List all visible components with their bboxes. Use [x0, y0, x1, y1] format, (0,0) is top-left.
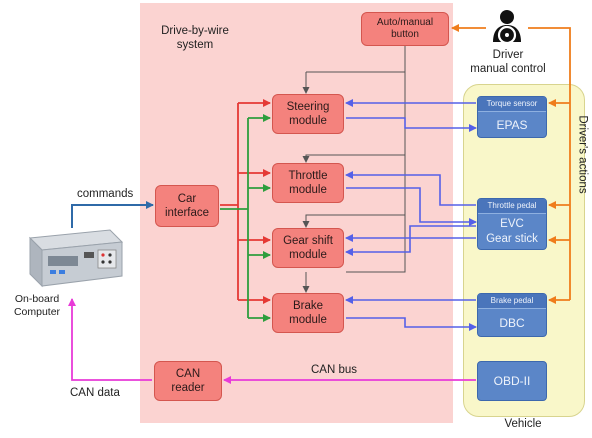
red-fanout-edges: [220, 103, 270, 300]
auto-manual-line1: Auto/manual: [376, 17, 434, 28]
throttle-module-node: [272, 163, 344, 203]
driver-line2: manual control: [470, 63, 546, 75]
driver-label: [458, 48, 558, 76]
system-title-line2: system: [176, 39, 214, 51]
can-bus-label: CAN bus: [311, 364, 358, 376]
drivers-actions-label: Driver's actions: [576, 115, 589, 194]
gearshift-line2: module: [289, 249, 327, 261]
auto-manual-line2: button: [391, 29, 419, 40]
throttle-evc-gear-node: [477, 198, 547, 250]
steering-line2: module: [289, 115, 327, 127]
car-interface-line2: interface: [164, 207, 210, 219]
torque-sensor-label: Torque sensor: [478, 97, 546, 112]
commands-edge: [72, 205, 153, 228]
throttle-line2: module: [289, 184, 327, 196]
driver-line1: Driver: [492, 49, 524, 61]
driver-icon: [487, 8, 527, 44]
throttle-line1: Throttle: [288, 170, 328, 182]
can-reader-line2: reader: [171, 382, 205, 394]
obd-label: OBD-II: [493, 374, 531, 388]
epas-label: EPAS: [496, 118, 528, 132]
green-fanout-edges: [220, 118, 270, 318]
gearshift-line1: Gear shift: [283, 235, 333, 247]
torque-epas-node: [477, 96, 547, 138]
computer-line2: Computer: [13, 306, 61, 318]
brake-line1: Brake: [292, 300, 324, 312]
commands-label: commands: [77, 188, 134, 200]
system-title: [150, 24, 240, 52]
computer-icon: [24, 228, 124, 290]
can-reader-line1: CAN: [175, 368, 201, 380]
brake-dbc-node: [477, 293, 547, 337]
brake-line2: module: [289, 314, 327, 326]
evc-label: EVC: [500, 218, 524, 230]
steering-line1: Steering: [286, 101, 330, 113]
car-interface-node: [155, 185, 219, 227]
dbc-label: DBC: [499, 316, 525, 330]
can-data-edge: [72, 299, 152, 380]
system-title-line1: Drive-by-wire: [161, 25, 229, 37]
brake-pedal-label: Brake pedal: [478, 294, 546, 309]
auto-manual-button-node: [361, 12, 449, 46]
obd-node: [477, 361, 547, 401]
throttle-pedal-label: Throttle pedal: [478, 199, 546, 214]
can-data-label: CAN data: [70, 387, 120, 399]
computer-label: [2, 293, 72, 319]
steering-module-node: [272, 94, 344, 134]
brake-module-node: [272, 293, 344, 333]
car-interface-line1: Car: [177, 193, 197, 205]
gear-stick-label: Gear stick: [486, 233, 538, 245]
can-reader-node: [154, 361, 222, 401]
computer-line1: On-board: [14, 293, 60, 305]
vehicle-label: Vehicle: [504, 418, 542, 430]
gearshift-module-node: [272, 228, 344, 268]
